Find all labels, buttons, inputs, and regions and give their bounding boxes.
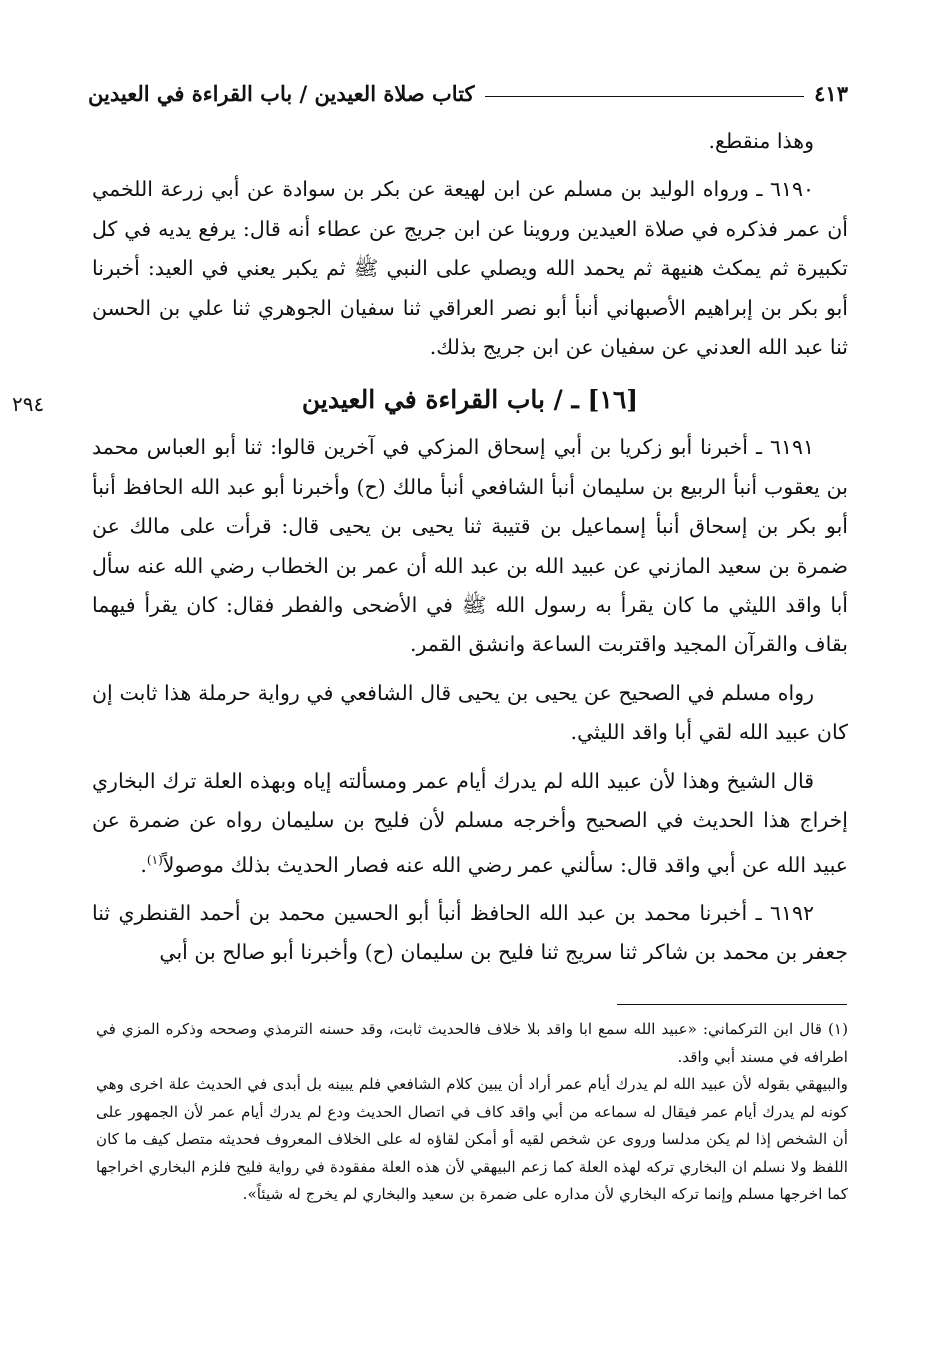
hadith-6191: ٦١٩١ ـ أخبرنا أبو زكريا بن أبي إسحاق المزكي في آخرين قالوا: ثنا أبو العباس محمد بن يعقوب أنبأ الربيع بن سليمان أنبأ الشافعي أنبأ مالك (ح) وأخبرنا أبو عبد الله الحافظ أنبأ أبو بكر بن إسحاق أنبأ إسماعيل بن قتيبة ثنا يحيى بن يحيى قال: قرأت على مالك عن ضمرة بن سعيد المازني عن عبيد الله بن عبد الله أن عمر بن الخطاب رضي الله عنه سأل أبا واقد الليثي ما كان يقرأ به رسول الله ﷺ في الأضحى والفطر فقال: كان يقرأ فيهما بقاف والقرآن المجيد واقتربت الساعة وانشق القمر. [92, 435, 848, 657]
footnote-separator [617, 1004, 847, 1005]
paragraph-sheikh-note [92, 762, 848, 885]
footnote-1-continued: والبيهقي بقوله لأن عبيد الله لم يدرك أيام عمر أراد أن يبين كلام الشافعي فلم يبينه بل أبدى في الحديث علة اخرى وهي كونه لم يدرك أيام عمر فيقال له سماعه من أبي واقد كاف في اتصال الحديث ودع لم يدرك أيام عمر لأن الجمهور على أن الشخص إذا لم يكن مدلسا وروى عن شخص لقيه أو أمكن لقاؤه له على الخلاف المعروف فحديثه متصل كيف ما كان اللفظ ولا نسلم ان البخاري تركه لهذه العلة كما زعم البيهقي لأن هذه العلة مفقودة في رواية فليح فلزم البخاري اخراجها كما اخرجها مسلم وإنما تركه البخاري لأن مداره على ضمرة بن سعيد والبخاري لم يخرج له شيئاً». [96, 1075, 848, 1203]
footnotes [96, 1016, 848, 1209]
paragraph-sheikh-text: قال الشيخ وهذا لأن عبيد الله لم يدرك أيام عمر ومسألته إياه وبهذه العلة ترك البخاري إخراج هذا الحديث في الصحيح وأخرجه مسلم لأن فليح بن سليمان رواه عن ضمرة عن عبيد الله عن أبي واقد قال: سألني عمر رضي الله عنه فصار الحديث بذلك موصولاً [92, 768, 848, 877]
paragraph-0: وهذا منقطع. [708, 129, 814, 153]
hadith-6190: ٦١٩٠ ـ ورواه الوليد بن مسلم عن ابن لهيعة عن بكر بن سوادة عن أبي زرعة اللخمي أن عمر فذكره في صلاة العيدين وروينا عن ابن جريج عن عطاء أنه قال: يرفع يديه في كل تكبيرة ثم يمكث هنيهة ثم يحمد الله ويصلي على النبي ﷺ ثم يكبر يعني في العيد: أخبرنا أبو بكر بن إبراهيم الأصبهاني أنبأ أبو نصر العراقي ثنا سفيان الجوهري ثنا علي بن الحسن ثنا عبد الله العدني عن سفيان عن ابن جريج بذلك. [92, 177, 848, 360]
page-number: ٤١٣ [814, 81, 848, 106]
section-title: [١٦] ـ / باب القراءة في العيدين [301, 385, 639, 415]
main-text [92, 122, 848, 982]
footnote-reference[interactable]: (١) [146, 852, 163, 867]
paragraph-muslim-note: رواه مسلم في الصحيح عن يحيى بن يحيى قال الشافعي في رواية حرملة هذا ثابت إن كان عبيد الله لقي أبا واقد الليثي. [92, 680, 848, 745]
paragraph-sheikh-end: . [140, 852, 147, 877]
header-title: كتاب صلاة العيدين / باب القراءة في العيدين [88, 81, 475, 106]
running-header [88, 66, 848, 106]
hadith-6192: ٦١٩٢ ـ أخبرنا محمد بن عبد الله الحافظ أنبأ أبو الحسين محمد بن أحمد القنطري ثنا جعفر بن محمد بن شاكر ثنا سريج ثنا فليح بن سليمان (ح) وأخبرنا أبو صالح بن أبي [92, 900, 848, 965]
header-rule [485, 96, 805, 97]
margin-page-reference: ٢٩٤ [12, 392, 45, 416]
footnote-1: (١) قال ابن التركماني: «عبيد الله سمع ابا واقد بلا خلاف فالحديث ثابت، وقد حسنه الترمذي وصححه وذكره المزي في اطرافه في مسند أبي واقد. [96, 1020, 848, 1066]
